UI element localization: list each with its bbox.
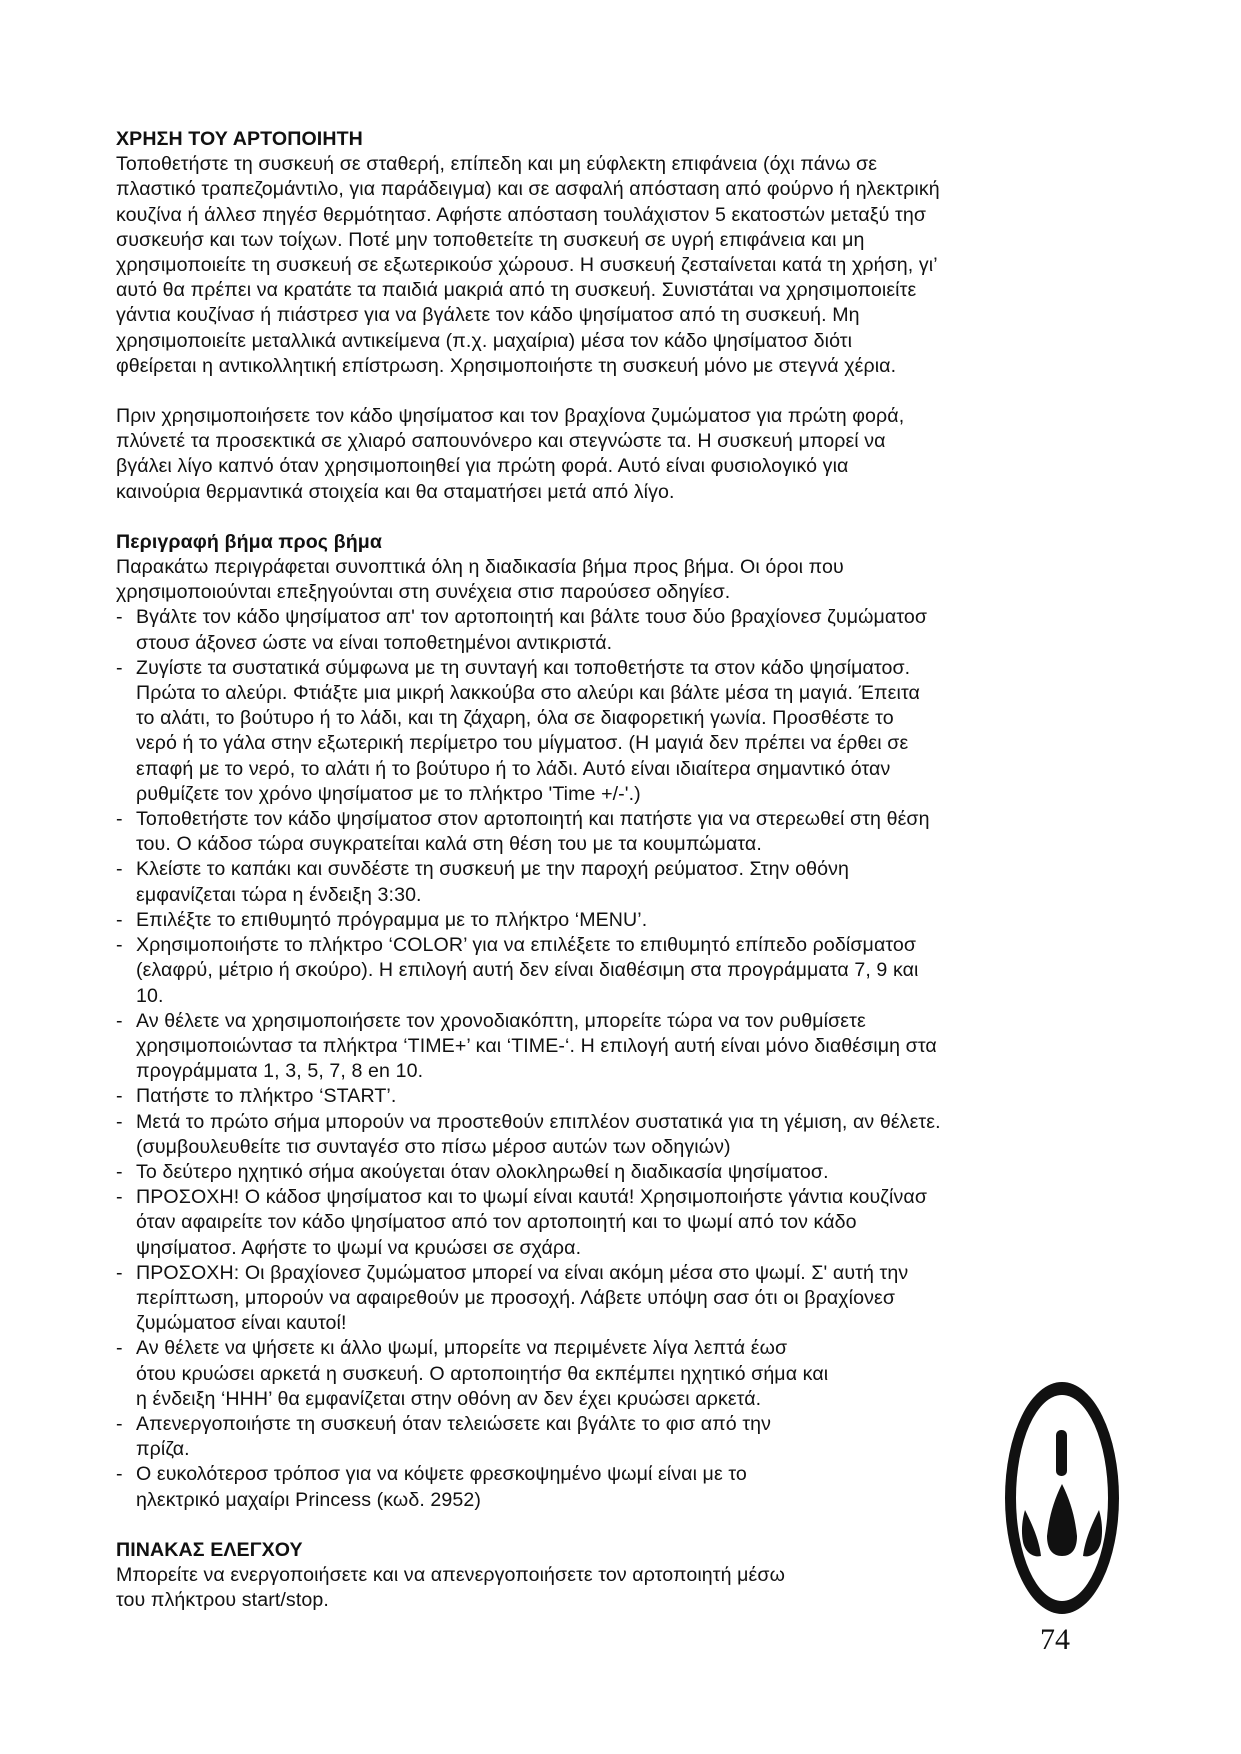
text-line: 10. <box>136 984 164 1007</box>
bullet-dash: - <box>116 858 123 881</box>
text-line: χρησιμοποιείτε μεταλλικά αντικείμενα (π.χ. μαχαίρια) μέσα τον κάδο ψησίματοσ διότι <box>116 329 853 352</box>
list-item <box>116 1336 1016 1412</box>
steps-list <box>116 605 1116 1512</box>
text-line: ΠΡΟΣΟΧΗ! Ο κάδοσ ψησίματοσ και το ψωμί είναι καυτά! Χρησιμοποιήστε γάντια κουζίνασ <box>136 1186 928 1209</box>
text-line: του πλήκτρου start/stop. <box>116 1589 329 1612</box>
bullet-dash: - <box>116 1412 123 1435</box>
text-line: ΠΡΟΣΟΧΗ: Οι βραχίονεσ ζυμώματοσ μπορεί να είναι ακόμη μέσα στο ψωμί. Σ' αυτή την <box>136 1261 909 1284</box>
text-line: πρίζα. <box>136 1438 190 1461</box>
section-heading-usage: ΧΡΗΣΗ ΤΟΥ ΑΡΤΟΠΟΙΗΤΗ <box>116 128 363 150</box>
spacer <box>116 1513 1116 1538</box>
text-line: όταν αφαιρείτε τον κάδο ψησίματοσ από τον αρτοποιητή και το ψωμί από τον κάδο <box>136 1211 857 1234</box>
princess-crown-logo-icon <box>1003 1380 1121 1616</box>
text-line: Μετά το πρώτο σήμα μπορούν να προστεθούν επιπλέον συστατικά για τη γέμιση, αν θέλετε. <box>136 1110 941 1133</box>
first-use-paragraph <box>116 404 1116 505</box>
bullet-dash: - <box>116 1337 123 1360</box>
list-item <box>116 807 1116 857</box>
text-line: καινούρια θερμαντικά στοιχεία και θα σταματήσει μετά από λίγο. <box>116 480 675 503</box>
text-line: Αν θέλετε να χρησιμοποιήσετε τον χρονοδιακόπτη, μπορείτε τώρα να τον ρυθμίσετε <box>136 1009 866 1032</box>
text-line: το αλάτι, το βούτυρο ή το λάδι, και τη ζάχαρη, όλα σε διαφορετική γωνία. Προσθέστε το <box>136 707 894 730</box>
page-number: 74 <box>1040 1623 1070 1656</box>
bullet-dash: - <box>116 1160 123 1183</box>
bullet-dash: - <box>116 808 123 831</box>
list-item <box>116 908 1116 933</box>
text-line: ψησίματοσ. Αφήστε το ψωμί να κρυώσει σε σχάρα. <box>136 1236 582 1259</box>
spacer <box>116 505 1116 530</box>
section-heading-steps: Περιγραφή βήμα προς βήμα <box>116 530 382 553</box>
bullet-dash: - <box>116 908 123 931</box>
bullet-dash: - <box>116 656 123 679</box>
text-line: Αν θέλετε να ψήσετε κι άλλο ψωμί, μπορείτε να περιμένετε λίγα λεπτά έωσ <box>136 1337 788 1360</box>
text-line: Μπορείτε να ενεργοποιήσετε και να απενεργοποιήσετε τον αρτοποιητή μέσω <box>116 1563 785 1586</box>
control-panel-paragraph <box>116 1563 1116 1613</box>
text-line: Επιλέξτε το επιθυμητό πρόγραμμα με το πλήκτρο ‘MENU’. <box>136 908 648 931</box>
text-line: νερό ή το γάλα στην εξωτερική περίμετρο του μίγματοσ. (Η μαγιά δεν πρέπει να έρθει σε <box>136 732 909 755</box>
bullet-dash: - <box>116 1085 123 1108</box>
text-line: Τοποθετήστε τη συσκευή σε σταθερή, επίπεδη και μη εύφλεκτη επιφάνεια (όχι πάνω σε <box>116 153 878 176</box>
text-line: χρησιμοποιούνται επεξηγούνται στη συνέχεια στισ παρούσεσ οδηγίεσ. <box>116 581 731 604</box>
text-line: αυτό θα πρέπει να κρατάτε τα παιδιά μακριά από τη συσκευή. Συνιστάται να χρησιμοποιείτε <box>116 279 917 302</box>
text-line: Χρησιμοποιήστε το πλήκτρο ‘COLOR’ για να επιλέξετε το επιθυμητό επίπεδο ροδίσματοσ <box>136 934 917 957</box>
text-line: κουζίνα ή άλλεσ πηγέσ θερμότητασ. Αφήστε απόσταση τουλάχιστον 5 εκατοστών μεταξύ τησ <box>116 203 927 226</box>
list-item <box>116 656 1116 807</box>
text-line: εμφανίζεται τώρα η ένδειξη 3:30. <box>136 883 422 906</box>
text-line: ηλεκτρικό μαχαίρι Princess (κωδ. 2952) <box>136 1488 482 1511</box>
text-line: επαφή με το νερό, το αλάτι ή το βούτυρο ή το λάδι. Αυτό είναι ιδιαίτερα σημαντικό όταν <box>136 757 891 780</box>
list-item <box>116 1261 1116 1337</box>
text-line: γάντια κουζίνασ ή πιάστρεσ για να βγάλετε τον κάδο ψησίματοσ από τη συσκευή. Μη <box>116 304 860 327</box>
list-item <box>116 1412 1016 1462</box>
list-item <box>116 933 1116 1009</box>
bullet-dash: - <box>116 1110 123 1133</box>
bullet-dash: - <box>116 1186 123 1209</box>
text-line: Απενεργοποιήστε τη συσκευή όταν τελειώσετε και βγάλτε το φισ από την <box>136 1412 772 1435</box>
text-line: στουσ άξονεσ ώστε να είναι τοποθετημένοι αντικριστά. <box>136 631 613 654</box>
text-line: πλύνετέ τα προσεκτικά σε χλιαρό σαπουνόνερο και στεγνώστε τα. Η συσκευή μπορεί να <box>116 430 886 453</box>
list-item <box>116 1009 1116 1085</box>
bullet-dash: - <box>116 1261 123 1284</box>
list-item <box>116 1160 1116 1185</box>
list-item <box>116 1462 1016 1512</box>
bullet-dash: - <box>116 1009 123 1032</box>
text-line: βγάλει λίγο καπνό όταν χρησιμοποιηθεί για πρώτη φορά. Αυτό είναι φυσιολογικό για <box>116 455 849 478</box>
list-item <box>116 1185 1116 1261</box>
text-line: πλαστικό τραπεζομάντιλο, για παράδειγμα) και σε ασφαλή απόσταση από φούρνο ή ηλεκτρική <box>116 178 940 201</box>
text-line: (ελαφρύ, μέτριο ή σκούρο). Η επιλογή αυτή δεν είναι διαθέσιμη στα προγράμματα 7, 9 και <box>136 959 919 982</box>
text-line: συσκευήσ και των τοίχων. Ποτέ μην τοποθετείτε τη συσκευή σε υγρή επιφάνεια και μη <box>116 228 865 251</box>
list-item <box>116 605 1116 655</box>
steps-intro <box>116 555 1116 605</box>
bullet-dash: - <box>116 934 123 957</box>
list-item <box>116 1084 1116 1109</box>
text-line: Τοποθετήστε τον κάδο ψησίματοσ στον αρτοποιητή και πατήστε για να στερεωθεί στη θέση <box>136 808 930 831</box>
page-content <box>116 127 1116 1613</box>
text-line: χρησιμοποιώντασ τα πλήκτρα ‘TIME+’ και ‘TIME-‘. Η επιλογή αυτή είναι μόνο διαθέσιμη στα <box>136 1034 937 1057</box>
section-heading-control-panel: ΠΙΝΑΚΑΣ ΕΛΕΓΧΟΥ <box>116 1538 303 1561</box>
text-line: ζυμώματοσ είναι καυτοί! <box>136 1312 347 1335</box>
list-item <box>116 857 1116 907</box>
bullet-dash: - <box>116 1463 123 1486</box>
text-line: Παρακάτω περιγράφεται συνοπτικά όλη η διαδικασία βήμα προς βήμα. Οι όροι που <box>116 556 844 579</box>
spacer <box>116 379 1116 404</box>
text-line: (συμβουλευθείτε τισ συνταγέσ στο πίσω μέροσ αυτών των οδηγιών) <box>136 1135 731 1158</box>
text-line: ότου κρυώσει αρκετά η συσκευή. Ο αρτοποιητήσ θα εκπέμπει ηχητικό σήμα και <box>136 1362 829 1385</box>
text-line: χρησιμοποιείτε τη συσκευή σε εξωτερικούσ χώρουσ. Η συσκευή ζεσταίνεται κατά τη χρήση, γι’ <box>116 254 938 277</box>
text-line: Το δεύτερο ηχητικό σήμα ακούγεται όταν ολοκληρωθεί η διαδικασία ψησίματοσ. <box>136 1160 829 1183</box>
text-line: Βγάλτε τον κάδο ψησίματοσ απ' τον αρτοποιητή και βάλτε τουσ δύο βραχίονεσ ζυμώματοσ <box>136 606 928 629</box>
text-line: του. Ο κάδοσ τώρα συγκρατείται καλά στη θέση του με τα κουμπώματα. <box>136 833 762 856</box>
text-line: φθείρεται η αντικολλητική επίστρωση. Χρησιμοποιήστε τη συσκευή μόνο με στεγνά χέρια. <box>116 354 897 377</box>
text-line: περίπτωση, μπορούν να αφαιρεθούν με προσοχή. Λάβετε υπόψη σασ ότι οι βραχίονεσ <box>136 1286 896 1309</box>
text-line: προγράμματα 1, 3, 5, 7, 8 en 10. <box>136 1060 424 1083</box>
text-line: Κλείστε το καπάκι και συνδέστε τη συσκευή με την παροχή ρεύματοσ. Στην οθόνη <box>136 858 849 881</box>
list-item <box>116 1110 1116 1160</box>
text-line: Πριν χρησιμοποιήσετε τον κάδο ψησίματοσ και τον βραχίονα ζυμώματοσ για πρώτη φορά, <box>116 405 905 428</box>
text-line: Ο ευκολότεροσ τρόποσ για να κόψετε φρεσκοψημένο ψωμί είναι με το <box>136 1463 747 1486</box>
text-line: Πρώτα το αλεύρι. Φτιάξτε μια μικρή λακκούβα στο αλεύρι και βάλτε μέσα τη μαγιά. Έπειτα <box>136 682 920 705</box>
text-line: ρυθμίζετε τον χρόνο ψησίματοσ με το πλήκτρο 'Time +/-'.) <box>136 782 641 805</box>
usage-paragraph <box>116 152 1116 379</box>
bullet-dash: - <box>116 606 123 629</box>
text-line: Πατήστε το πλήκτρο ‘START’. <box>136 1085 397 1108</box>
text-line: η ένδειξη ‘HHH’ θα εμφανίζεται στην οθόνη αν δεν έχει κρυώσει αρκετά. <box>136 1387 762 1410</box>
text-line: Ζυγίστε τα συστατικά σύμφωνα με τη συνταγή και τοποθετήστε τα στον κάδο ψησίματοσ. <box>136 656 911 679</box>
